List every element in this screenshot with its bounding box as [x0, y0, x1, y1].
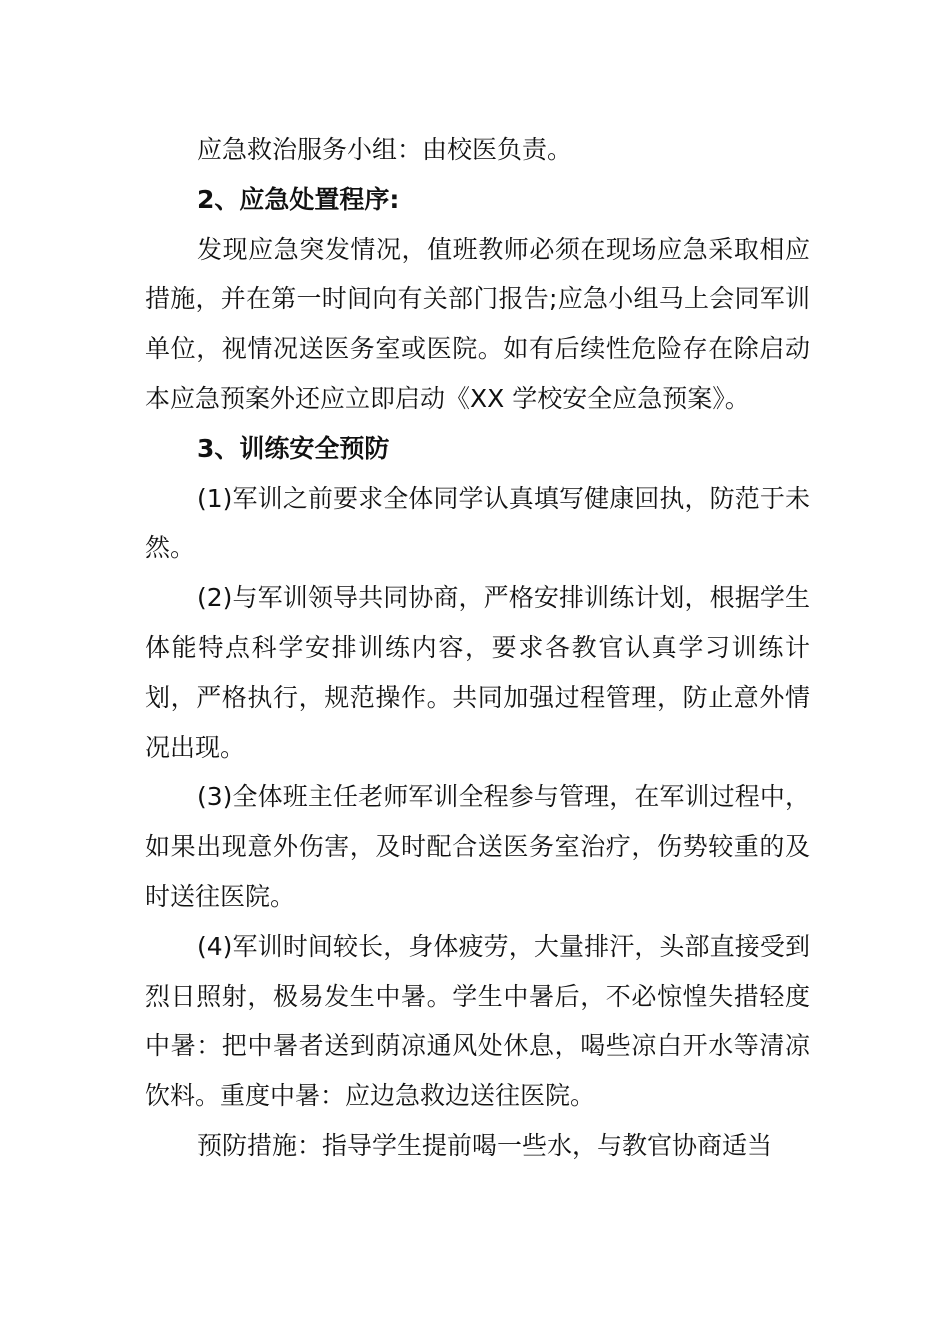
paragraph-item-2: (2)与军训领导共同协商，严格安排训练计划，根据学生体能特点科学安排训练内容，要求各教官认真学习训练计划，严格执行，规范操作。共同加强过程管理，防止意外情况出现。 — [145, 583, 810, 762]
paragraph-item-4: (4)军训时间较长，身体疲劳，大量排汗，头部直接受到烈日照射，极易发生中暑。学生中暑后，不必惊惶失措轻度中暑：把中暑者送到荫凉通风处休息，喝些凉白开水等清凉饮料。重度中暑：应边急救边送往医院。 — [145, 931, 810, 1111]
heading-training-safety: 3、训练安全预防 — [197, 433, 390, 463]
heading-emergency-procedure: 2、应急处置程序: — [197, 184, 400, 214]
paragraph-emergency-procedure: 发现应急突发情况，值班教师必须在现场应急采取相应措施，并在第一时间向有关部门报告;应急小组马上会同军训单位，视情况送医务室或医院。如有后续性危险存在除启动本应急预案外还应立即启动《XX 学校安全应急预案》。 — [145, 234, 810, 413]
paragraph-item-3: (3)全体班主任老师军训全程参与管理，在军训过程中，如果出现意外伤害，及时配合送医务室治疗，伤势较重的及时送往医院。 — [145, 782, 810, 911]
paragraph-prevention: 预防措施：指导学生提前喝一些水，与教官协商适当 — [197, 1130, 773, 1160]
document-body — [145, 125, 810, 1171]
paragraph-item-1: (1)军训之前要求全体同学认真填写健康回执，防范于未然。 — [145, 483, 810, 563]
paragraph-medical-team: 应急救治服务小组：由校医负责。 — [197, 135, 573, 164]
